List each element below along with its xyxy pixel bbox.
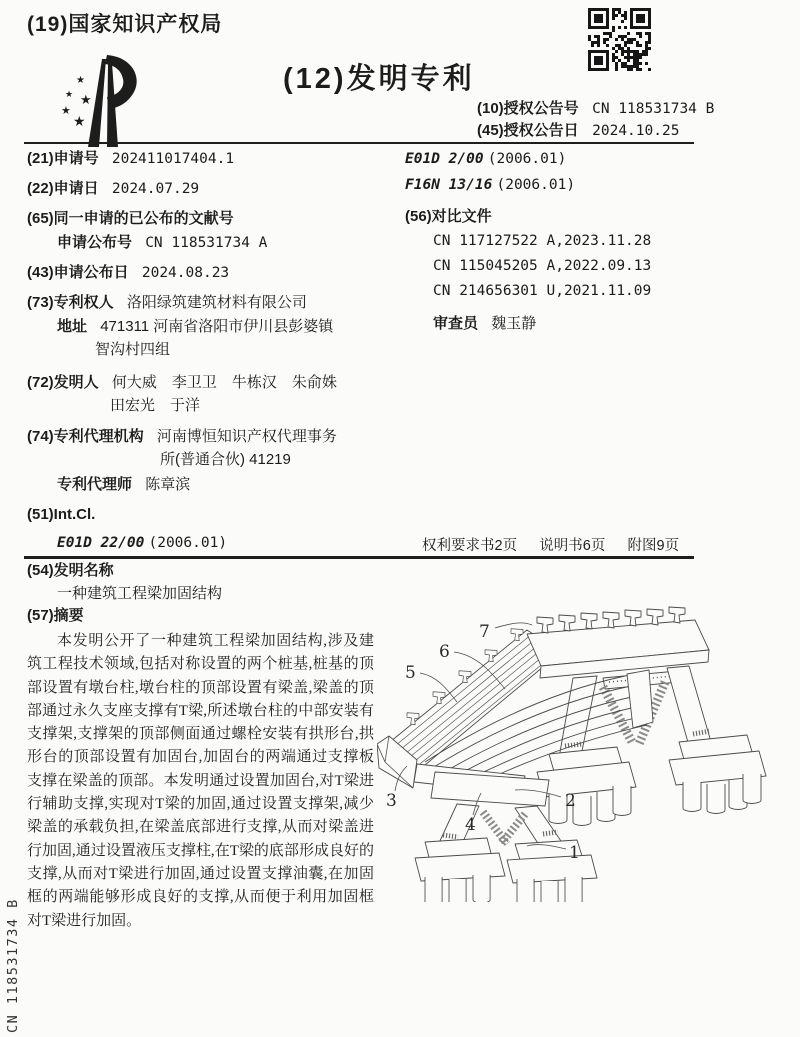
inventors-line-2 [110, 397, 200, 415]
figure-label-1: 1 [569, 843, 580, 863]
ref-citation: CN 115045205 A,2022.09.13 [433, 258, 652, 274]
side-document-code: CN 118531734 B [5, 898, 21, 1033]
intcl-label: (51)Int.Cl. [27, 506, 96, 523]
inventors-value-2: 田宏光 于洋 [110, 397, 201, 414]
agency-label: (74)专利代理机构 [27, 428, 144, 445]
examiner-line [433, 315, 536, 333]
examiner-value: 魏玉静 [491, 315, 537, 332]
refs-label: (56)对比文件 [405, 208, 492, 225]
patentee-value: 洛阳绿筑建筑材料有限公司 [126, 294, 307, 311]
agent-line [57, 476, 190, 494]
abstract-label: (57)摘要 [27, 607, 84, 624]
drawings-pages: 附图9页 [627, 538, 680, 554]
ref-citation: CN 214656301 U,2021.11.09 [433, 283, 652, 299]
agent-value: 陈章滨 [145, 476, 191, 493]
document-type-title: (12)发明专利 [283, 63, 475, 95]
svg-text:★: ★ [80, 93, 92, 108]
pub-no-value: CN 118531734 A [145, 235, 268, 251]
prior-pub-label: (65)同一申请的已公布的文献号 [27, 210, 234, 227]
ipc-code: E01D 2/00 [405, 151, 484, 167]
svg-text:★: ★ [73, 114, 86, 130]
grant-date-value: 2024.10.25 [592, 123, 680, 139]
inventors-line [27, 374, 337, 392]
pub-no-line [57, 234, 267, 252]
ipc-right-line-2 [405, 176, 575, 194]
cnipa-logo-icon [58, 50, 142, 157]
abstract-text: 本发明公开了一种建筑工程梁加固结构,涉及建筑工程技术领域,包括对称设置的两个桩基,桩基的顶部设置有墩台柱,墩台柱的顶部设置有梁盖,梁盖的顶部通过永久支座支撑有T梁,所述墩台柱的中部安装有支撑架,支撑架的顶部侧面通过螺栓安装有拱形台,拱形台的顶部设置有加固台,加固台的两端通过支撑板支撑在梁盖的顶部。本发明通过设置加固台,对T梁进行辅助支撑,实现对T梁的加固,通过设置支撑架,减少梁盖的承载负担,在梁盖底部进行支撑,从而对梁盖进行加固,通过设置液压支撑柱,在T梁的底部形成良好的支撑,从而对T梁进行加固,通过设置支撑油囊,在加固框的两端能够形成良好的支撑,从而便于利用加固框对T梁进行加固。 [27, 633, 374, 929]
filing-date-value: 2024.07.29 [111, 181, 200, 197]
agency-line-2 [160, 451, 291, 469]
description-pages: 说明书6页 [539, 538, 606, 554]
ipc-version: (2006.01) [148, 535, 228, 551]
refs-header [405, 208, 492, 226]
address-line-2 [95, 341, 170, 359]
grant-date-label: (45)授权公告日 [477, 122, 579, 139]
filing-date-line [27, 180, 199, 198]
svg-text:★: ★ [76, 75, 85, 86]
address-value-2: 智沟村四组 [95, 341, 171, 358]
grant-number-value: CN 118531734 B [592, 101, 715, 117]
page-counts [422, 537, 697, 555]
address-line [57, 318, 333, 336]
abstract-header [27, 607, 84, 625]
prior-pub-line [27, 210, 234, 228]
invention-name-header [27, 562, 114, 580]
application-no-value: 202411017404.1 [111, 151, 235, 167]
figure-label-4: 4 [465, 815, 476, 835]
ref-citation: CN 117127522 A,2023.11.28 [433, 233, 652, 249]
svg-text:★: ★ [65, 90, 74, 100]
pub-date-value: 2024.08.23 [141, 265, 230, 281]
agency-value-1: 河南博恒知识产权代理事务 [156, 428, 337, 445]
figure-label-6: 6 [439, 642, 450, 662]
ipc-version: (2006.01) [496, 177, 576, 193]
inventors-label: (72)发明人 [27, 374, 99, 391]
figure-label-2: 2 [565, 791, 576, 811]
inventors-value-1: 何大威 李卫卫 牛栋汉 朱俞姝 [111, 374, 337, 391]
address-label: 地址 [57, 318, 88, 335]
office-name: (19)国家知识产权局 [27, 13, 223, 36]
header-divider [24, 142, 694, 144]
agency-value-2: 所(普通合伙) 41219 [160, 451, 291, 468]
ipc-code: F16N 13/16 [405, 177, 493, 193]
filing-date-label: (22)申请日 [27, 180, 99, 197]
patent-figure [377, 594, 795, 907]
ipc-code: E01D 22/00 [57, 535, 145, 551]
examiner-label: 审查员 [433, 315, 479, 332]
qr-code-icon [588, 8, 651, 71]
grant-number-label: (10)授权公告号 [477, 100, 579, 117]
patentee-label: (73)专利权人 [27, 294, 114, 311]
figure-label-3: 3 [386, 791, 397, 811]
invention-name-label: (54)发明名称 [27, 562, 114, 579]
figure-label-7: 7 [479, 622, 490, 642]
grant-number-line [477, 97, 714, 118]
claims-pages: 权利要求书2页 [422, 538, 518, 554]
application-no-line [27, 150, 234, 168]
agent-label: 专利代理师 [57, 476, 133, 493]
patentee-line [27, 294, 307, 312]
pub-date-label: (43)申请公布日 [27, 264, 129, 281]
pub-date-line [27, 264, 229, 282]
address-value-1: 471311 河南省洛阳市伊川县彭婆镇 [100, 318, 334, 335]
grant-date-line [477, 119, 679, 140]
svg-text:★: ★ [61, 104, 71, 117]
pub-no-label: 申请公布号 [57, 234, 133, 251]
figure-label-5: 5 [405, 663, 416, 683]
intcl-line [27, 506, 95, 524]
ipc-version: (2006.01) [487, 151, 567, 167]
application-no-label: (21)申请号 [27, 150, 99, 167]
agency-line [27, 428, 337, 446]
invention-name: 一种建筑工程梁加固结构 [57, 585, 223, 602]
ipc-left-line [57, 534, 227, 552]
ipc-right-line-1 [405, 150, 566, 168]
section-divider [24, 556, 694, 559]
